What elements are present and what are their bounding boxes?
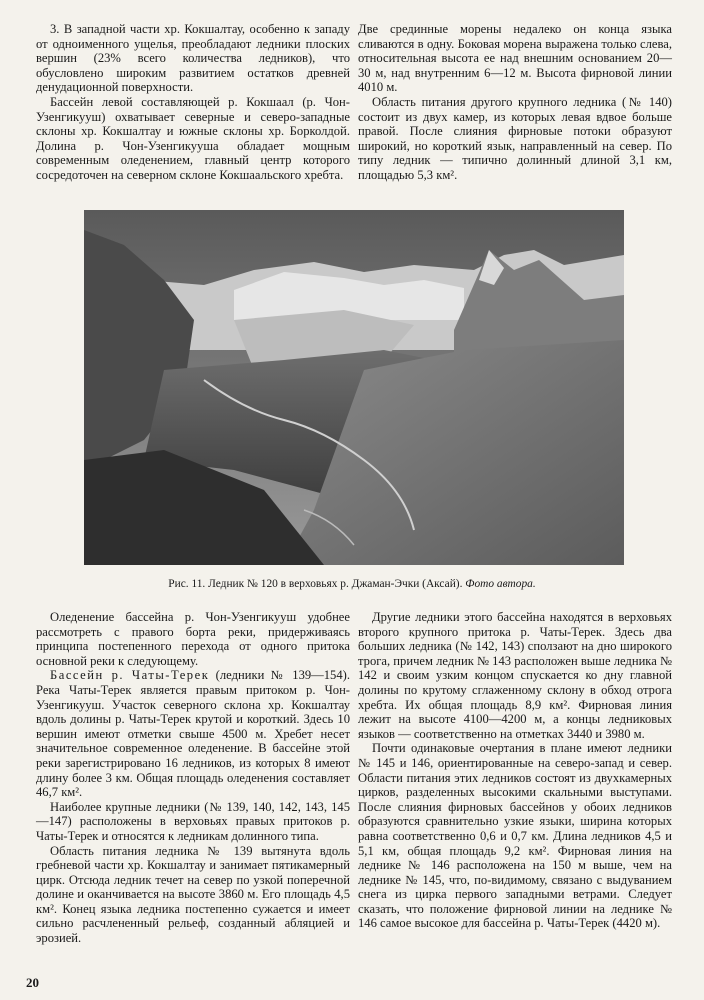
paragraph: Почти одинаковые очертания в плане имеют ледники № 145 и 146, ориентированные на северо-запад и север. Области питания этих ледников состоят из двухкамерных цирков, разделенных высокими скальными выступами. После слияния фирновых бассейнов у обоих ледников образуются сравнительно узкие языки, ширина которых равна соответственно 0,6 и 0,7 км. Длина ледников 4,5 и 5,1 км, общая площадь 9,2 км². Фирновая линия на леднике № 146 расположена на 150 м выше, чем на леднике № 145, что, по-видимому, связано с выдуванием снега из цирка первого западными ветрами. Следует сказать, что положение фирновой линии на леднике № 146 самое высокое для бассейна р. Чаты-Терек (4420 м). <box>358 741 672 931</box>
text-column-bottom-left <box>36 610 350 946</box>
figure-caption <box>36 578 668 590</box>
paragraph: Наиболее крупные ледники (№ 139, 140, 142, 143, 145—147) расположены в верховьях правых притоков р. Чаты-Терек и относятся к ледникам долинного типа. <box>36 799 350 843</box>
glacier-photo <box>84 210 624 565</box>
caption-text: Рис. 11. Ледник № 120 в верховьях р. Джаман-Эчки (Аксай). <box>168 578 463 590</box>
paragraph: Две срединные морены недалеко он конца языка сливаются в одну. Боковая морена выражена только слева, относительная высота ее над внешним основанием 20—30 м, над внутренним 6—12 м. Высота фирновой линии 4010 м. <box>358 22 672 95</box>
paragraph-text: (ледники № 139—154). Река Чаты-Терек является правым притоком р. Чон-Узенгикууш. Участок северного склона хр. Кокшалтау вдоль долины р. Чаты-Терек крутой и короткий. Здесь 10 вершин имеют отметки свыше 4500 м. Хребет несет значительное современное оледенение. В бассейне этой реки зарегистрировано 16 ледников, из которых 8 имеют длину более 3 км. Общая площадь оледенения составляет 46,7 км². <box>36 668 350 800</box>
paragraph: Оледенение бассейна р. Чон-Узенгикууш удобнее рассмотреть с правого борта реки, придерживаясь принципа постепенного перехода от одного притока основной реки к следующему. <box>36 610 350 668</box>
paragraph: Бассейн левой составляющей р. Кокшаал (р. Чон-Узенгикууш) охватывает северные и северо-западные склоны хр. Кокшалтау и южные склоны хр. Борколдой. Долина р. Чон-Узенгикууша обладает мощным современным оледенением, главный центр которого сосредоточен на северном склоне Кокшаальского хребта. <box>36 94 350 182</box>
text-column-top-right <box>358 22 672 183</box>
paragraph: Область питания другого крупного ледника (№ 140) состоит из двух камер, из которых левая вдвое больше правой. После слияния фирновые потоки образуют широкий, но короткий язык, направленный на север. По типу ледник — типично долинный длиной 3,1 км, площадью 5,3 км². <box>358 94 672 182</box>
text-column-top-left <box>36 22 350 183</box>
caption-credit: Фото автора. <box>465 578 536 590</box>
paragraph: Другие ледники этого бассейна находятся в верховьях второго крупного притока р. Чаты-Терек. Здесь два больших ледника (№ 142, 143) сползают на дно широкого трога, причем ледник № 143 расположен выше ледника № 142 и своим узким концом спускается ко дну главной долины по крутому сглаженному склону в обход отрога хребта. Их общая площадь 8,9 км². Фирновая линия лежит на высоте 4100—4200 м, а концы ледниковых языков — соответственно на отметках 3440 и 3980 м. <box>358 610 672 741</box>
paragraph: Область питания ледника № 139 вытянута вдоль гребневой части хр. Кокшалтау и занимает пятикамерный цирк. Отсюда ледник течет на север по узкой поперечной долине и оканчивается на высоте 3860 м. Его площадь 4,5 км². Конец языка ледника постепенно сужается и имеет сильно расчлененный рельеф, созданный абляцией и эрозией. <box>36 843 350 946</box>
paragraph <box>36 668 350 799</box>
section-heading: Бассейн р. Чаты-Терек <box>50 668 210 683</box>
page-number: 20 <box>26 975 39 990</box>
paragraph: 3. В западной части хр. Кокшалтау, особенно к западу от одноименного ущелья, преобладают ледники плоских вершин (23% всего количества ледников), что обусловлено широким развитием остатков древней денудационной поверхности. <box>36 22 350 95</box>
text-column-bottom-right <box>358 610 672 931</box>
